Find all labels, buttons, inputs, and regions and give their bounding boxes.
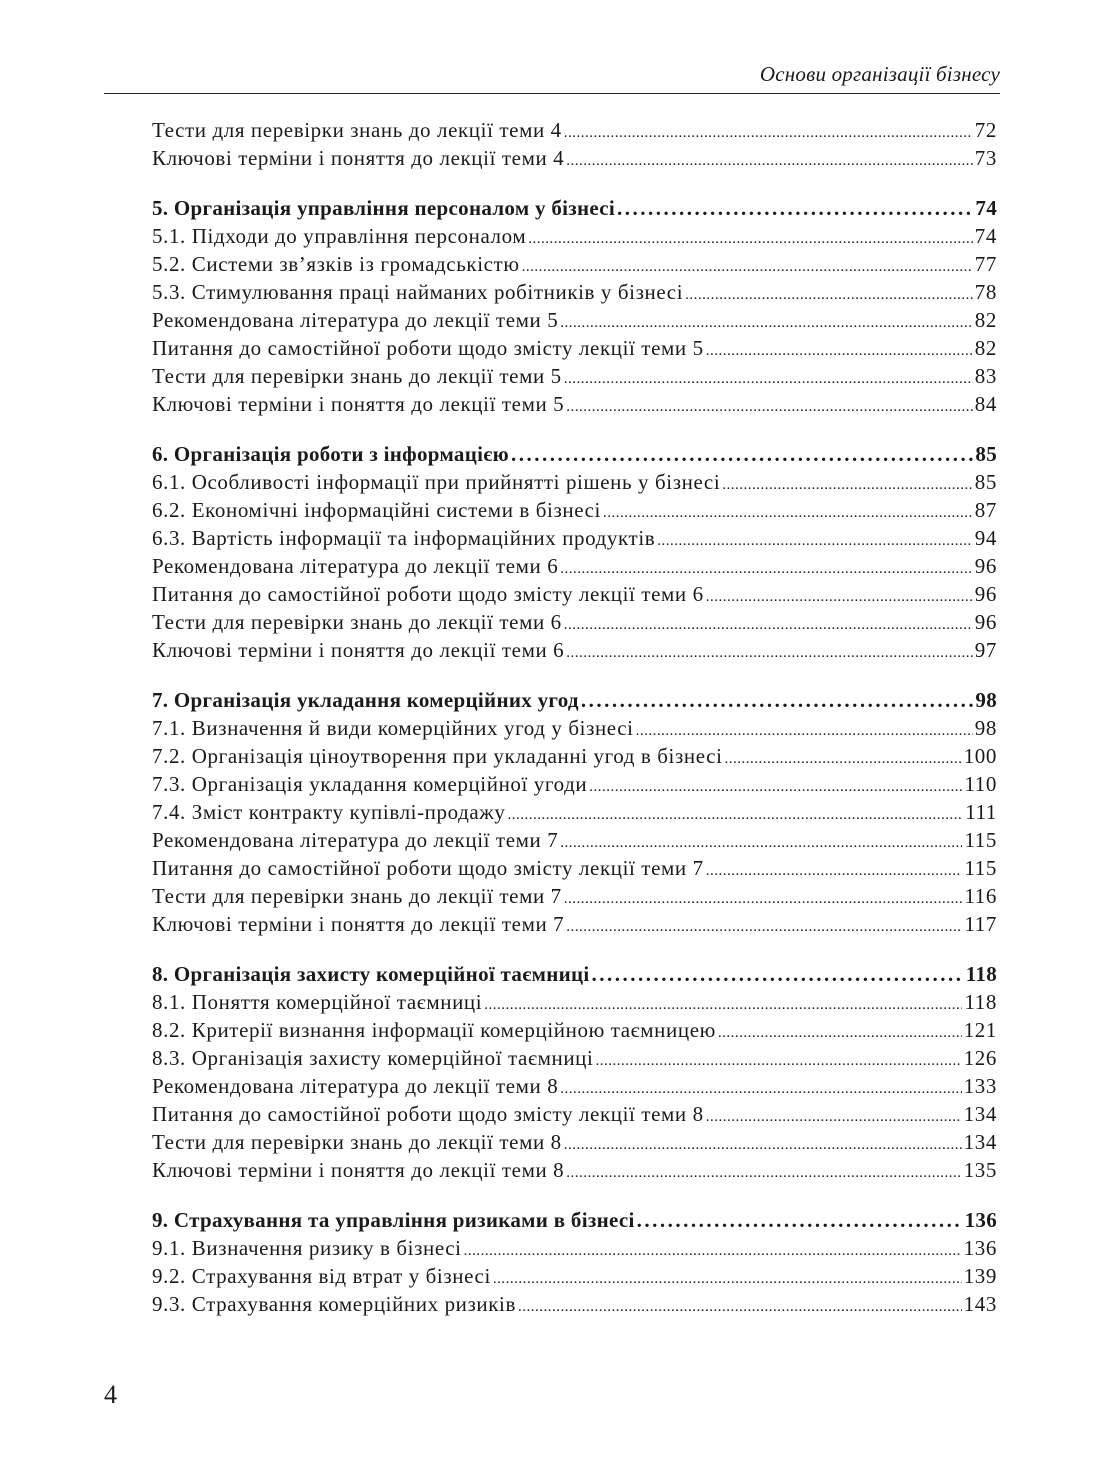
toc-entry[interactable] — [152, 636, 997, 664]
dot-leader — [564, 611, 973, 639]
page-number: 4 — [104, 1380, 117, 1409]
toc-entry[interactable] — [152, 1128, 997, 1156]
dot-leader — [560, 829, 962, 857]
dot-leader — [511, 440, 973, 468]
toc-entry-title: 8.3. Організація захисту комерційної таємниці — [152, 1046, 594, 1070]
dot-leader — [589, 773, 962, 801]
toc-entry-title: 7.1. Визначення й види комерційних угод у бізнесі — [152, 716, 634, 740]
dot-leader — [566, 639, 973, 667]
toc-section — [152, 194, 997, 418]
toc-entry[interactable] — [152, 306, 997, 334]
toc-entry-title: 7. Організація укладання комерційних угод — [152, 688, 579, 712]
toc-entry-title: Ключові терміни і поняття до лекції теми 6 — [152, 638, 565, 662]
toc-entry[interactable] — [152, 714, 997, 742]
toc-entry[interactable] — [152, 362, 997, 390]
toc-entry-page: 73 — [974, 146, 997, 170]
toc-entry-page: 117 — [964, 912, 997, 936]
dot-leader — [706, 1103, 962, 1131]
toc-entry-page: 98 — [975, 688, 997, 712]
toc-entry-page: 96 — [974, 610, 997, 634]
toc-entry[interactable] — [152, 910, 997, 938]
dot-leader — [657, 527, 973, 555]
dot-leader — [564, 1131, 962, 1159]
dot-leader — [725, 745, 962, 773]
dot-leader — [566, 1159, 961, 1187]
toc-entry-page: 82 — [974, 336, 997, 360]
dot-leader — [560, 309, 973, 337]
toc-entry[interactable] — [152, 524, 997, 552]
toc-entry[interactable] — [152, 468, 997, 496]
toc-entry-page: 139 — [963, 1264, 997, 1288]
toc-entry-page: 116 — [964, 884, 997, 908]
dot-leader — [560, 1075, 961, 1103]
toc-entry[interactable] — [152, 854, 997, 882]
toc-entry-title: Рекомендована література до лекції теми 5 — [152, 308, 559, 332]
toc-entry-page: 83 — [974, 364, 997, 388]
toc-entry-page: 136 — [963, 1236, 997, 1260]
dot-leader — [522, 253, 973, 281]
toc-entry-page: 133 — [963, 1074, 997, 1098]
toc-entry-page: 87 — [974, 498, 997, 522]
toc-entry-title: 7.4. Зміст контракту купівлі-продажу — [152, 800, 506, 824]
toc-chapter-heading[interactable] — [152, 440, 997, 468]
toc-entry-page: 77 — [974, 252, 997, 276]
toc-section — [152, 960, 997, 1184]
toc-entry-page: 96 — [974, 554, 997, 578]
toc-entry-page: 74 — [974, 224, 997, 248]
toc-entry[interactable] — [152, 988, 997, 1016]
dot-leader — [528, 225, 973, 253]
toc-chapter-heading[interactable] — [152, 194, 997, 222]
toc-entry-title: Тести для перевірки знань до лекції теми 4 — [152, 118, 562, 142]
toc-entry-page: 118 — [964, 990, 997, 1014]
table-of-contents — [152, 116, 997, 1340]
toc-entry-page: 136 — [964, 1208, 997, 1232]
toc-section — [152, 440, 997, 664]
toc-entry-page: 100 — [963, 744, 997, 768]
toc-entry-title: Тести для перевірки знань до лекції теми 5 — [152, 364, 562, 388]
toc-entry-title: 7.2. Організація ціноутворення при укладанні угод в бізнесі — [152, 744, 723, 768]
dot-leader — [637, 1206, 963, 1234]
toc-entry-page: 97 — [974, 638, 997, 662]
toc-entry-title: 9.3. Страхування комерційних ризиків — [152, 1292, 516, 1316]
toc-entry[interactable] — [152, 770, 997, 798]
toc-entry-title: 6. Організація роботи з інформацією — [152, 442, 509, 466]
toc-entry-title: 5.3. Стимулювання праці найманих робітників у бізнесі — [152, 280, 684, 304]
dot-leader — [581, 686, 974, 714]
toc-entry-title: Ключові терміни і поняття до лекції теми 8 — [152, 1158, 565, 1182]
dot-leader — [508, 801, 964, 829]
toc-entry-title: 8. Організація захисту комерційної таємниці — [152, 962, 590, 986]
toc-chapter-heading[interactable] — [152, 960, 997, 988]
toc-entry[interactable] — [152, 390, 997, 418]
toc-entry[interactable] — [152, 116, 997, 144]
toc-entry-page: 115 — [964, 828, 997, 852]
toc-section — [152, 1206, 997, 1318]
toc-entry-page: 134 — [963, 1130, 997, 1154]
toc-entry-title: Рекомендована література до лекції теми 7 — [152, 828, 559, 852]
toc-entry[interactable] — [152, 222, 997, 250]
toc-entry-title: 7.3. Організація укладання комерційної угоди — [152, 772, 588, 796]
toc-entry-page: 110 — [964, 772, 997, 796]
toc-entry-title: 9. Страхування та управління ризиками в бізнесі — [152, 1208, 635, 1232]
dot-leader — [566, 913, 962, 941]
toc-entry-title: 5. Організація управління персоналом у бізнесі — [152, 196, 616, 220]
toc-entry[interactable] — [152, 1016, 997, 1044]
toc-entry-title: Тести для перевірки знань до лекції теми 8 — [152, 1130, 562, 1154]
toc-entry-title: 6.1. Особливості інформації при прийнятті рішень у бізнесі — [152, 470, 721, 494]
dot-leader — [685, 281, 973, 309]
dot-leader — [706, 337, 973, 365]
dot-leader — [564, 365, 973, 393]
toc-entry-title: 5.1. Підходи до управління персоналом — [152, 224, 527, 248]
toc-entry[interactable] — [152, 580, 997, 608]
toc-entry-page: 115 — [964, 856, 997, 880]
toc-entry-title: Ключові терміни і поняття до лекції теми 5 — [152, 392, 565, 416]
dot-leader — [564, 119, 973, 147]
dot-leader — [706, 857, 963, 885]
toc-entry-title: 8.1. Поняття комерційної таємниці — [152, 990, 483, 1014]
toc-entry[interactable] — [152, 826, 997, 854]
dot-leader — [595, 1047, 961, 1075]
toc-entry[interactable] — [152, 1100, 997, 1128]
toc-entry[interactable] — [152, 1290, 997, 1318]
dot-leader — [722, 471, 973, 499]
toc-entry-page: 134 — [963, 1102, 997, 1126]
toc-entry-title: Питання до самостійної роботи щодо змісту лекції теми 5 — [152, 336, 704, 360]
toc-entry-title: 8.2. Критерії визнання інформації комерційною таємницею — [152, 1018, 716, 1042]
toc-entry-title: 6.3. Вартість інформації та інформаційних продуктів — [152, 526, 656, 550]
dot-leader — [518, 1293, 962, 1321]
toc-entry-title: Рекомендована література до лекції теми 8 — [152, 1074, 559, 1098]
toc-chapter-heading[interactable] — [152, 1206, 997, 1234]
toc-entry[interactable] — [152, 742, 997, 770]
toc-entry[interactable] — [152, 798, 997, 826]
toc-entry-title: 9.1. Визначення ризику в бізнесі — [152, 1236, 462, 1260]
toc-entry-page: 126 — [963, 1046, 997, 1070]
toc-entry-page: 82 — [974, 308, 997, 332]
dot-leader — [493, 1265, 962, 1293]
toc-entry-title: Питання до самостійної роботи щодо змісту лекції теми 6 — [152, 582, 704, 606]
toc-entry-page: 94 — [974, 526, 997, 550]
dot-leader — [560, 555, 973, 583]
toc-entry[interactable] — [152, 552, 997, 580]
dot-leader — [484, 991, 962, 1019]
toc-entry-title: 6.2. Економічні інформаційні системи в бізнесі — [152, 498, 601, 522]
toc-entry-page: 78 — [974, 280, 997, 304]
toc-entry[interactable] — [152, 608, 997, 636]
toc-entry-page: 72 — [974, 118, 997, 142]
dot-leader — [718, 1019, 962, 1047]
toc-entry-title: Тести для перевірки знань до лекції теми 7 — [152, 884, 562, 908]
toc-entry[interactable] — [152, 496, 997, 524]
toc-entry-page: 84 — [974, 392, 997, 416]
toc-entry-page: 121 — [963, 1018, 997, 1042]
toc-entry-title: Питання до самостійної роботи щодо змісту лекції теми 8 — [152, 1102, 704, 1126]
toc-entry-page: 111 — [965, 800, 997, 824]
dot-leader — [636, 717, 973, 745]
toc-entry[interactable] — [152, 1044, 997, 1072]
toc-section — [152, 116, 997, 172]
toc-entry-page: 96 — [974, 582, 997, 606]
toc-entry-title: Ключові терміни і поняття до лекції теми 4 — [152, 146, 565, 170]
toc-entry-title: 9.2. Страхування від втрат у бізнесі — [152, 1264, 491, 1288]
toc-entry-title: Рекомендована література до лекції теми 6 — [152, 554, 559, 578]
toc-entry-page: 98 — [974, 716, 997, 740]
toc-entry-page: 143 — [963, 1292, 997, 1316]
toc-entry-title: Питання до самостійної роботи щодо змісту лекції теми 7 — [152, 856, 704, 880]
dot-leader — [464, 1237, 962, 1265]
toc-entry-title: Тести для перевірки знань до лекції теми 6 — [152, 610, 562, 634]
toc-section — [152, 686, 997, 938]
toc-entry-page: 118 — [965, 962, 997, 986]
running-head: Основи організації бізнесу — [104, 62, 1000, 94]
dot-leader — [603, 499, 973, 527]
dot-leader — [592, 960, 964, 988]
toc-entry-page: 85 — [975, 442, 997, 466]
toc-entry[interactable] — [152, 250, 997, 278]
dot-leader — [566, 147, 973, 175]
toc-entry-page: 74 — [975, 196, 997, 220]
toc-entry[interactable] — [152, 882, 997, 910]
dot-leader — [706, 583, 973, 611]
toc-entry-page: 135 — [963, 1158, 997, 1182]
toc-entry-title: Ключові терміни і поняття до лекції теми 7 — [152, 912, 565, 936]
toc-entry[interactable] — [152, 1072, 997, 1100]
dot-leader — [566, 393, 973, 421]
toc-chapter-heading[interactable] — [152, 686, 997, 714]
toc-entry[interactable] — [152, 144, 997, 172]
dot-leader — [564, 885, 963, 913]
dot-leader — [617, 194, 973, 222]
toc-entry[interactable] — [152, 1262, 997, 1290]
toc-entry-title: 5.2. Системи зв’язків із громадськістю — [152, 252, 520, 276]
toc-entry[interactable] — [152, 1156, 997, 1184]
toc-entry-page: 85 — [974, 470, 997, 494]
toc-entry[interactable] — [152, 1234, 997, 1262]
toc-entry[interactable] — [152, 278, 997, 306]
toc-entry[interactable] — [152, 334, 997, 362]
